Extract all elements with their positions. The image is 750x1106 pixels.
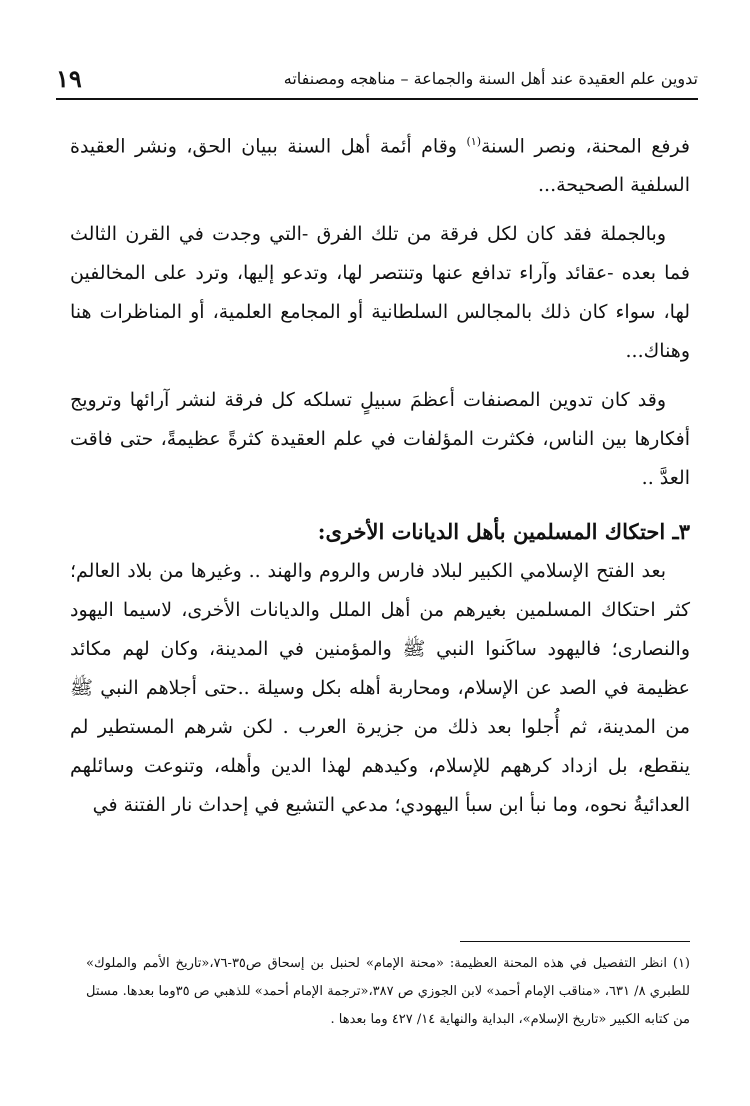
running-title: تدوين علم العقيدة عند أهل السنة والجماعة – مناهجه ومصنفاته bbox=[283, 68, 698, 88]
footnote-1: (١) انظر التفصيل في هذه المحنة العظيمة: «محنة الإمام» لحنبل بن إسحاق ص٣٥-٧٦،«تاريخ الأمم والملوك» للطبري ٨/ ٦٣١، «مناقب الإمام أحمد» لابن الجوزي ص ٣٨٧،«ترجمة الإمام أحمد» للذهبي ص ٣٥وما بعدها. مستل من كتابه الكبير «تاريخ الإسلام»، البداية والنهاية ١٤/ ٤٢٧ وما بعدها . bbox=[86, 956, 690, 1027]
paragraph-1-start: فرفع المحنة، ونصر السنة bbox=[480, 135, 691, 158]
paragraph-1-rest: وقام أئمة أهل السنة ببيان الحق، ونشر العقيدة السلفية الصحيحة... bbox=[70, 135, 690, 197]
page-header bbox=[56, 58, 698, 100]
page-number: ١٩ bbox=[56, 63, 82, 93]
footnote-divider bbox=[460, 941, 690, 942]
paragraph-4: بعد الفتح الإسلامي الكبير لبلاد فارس والروم والهند .. وغيرها من بلاد العالم؛ كثر احتكاك المسلمين بغيرهم من أهل الملل والديانات الأخرى، لاسيما اليهود والنصارى؛ فاليهود ساكَنوا النبي ﷺ والمؤمنين في المدينة، وكان لهم مكائد عظيمة في الصد عن الإسلام، ومحاربة أهله بكل وسيلة ..حتى أجلاهم النبي ﷺ من المدينة، ثم أُجلوا بعد ذلك من جزيرة العرب . لكن شرهم المستطير لم ينقطع، بل ازداد كرههم للإسلام، وكيدهم لهذا الدين وأهله، وتنوعت وسائلهم العدائيةُ نحوه، وما نبأ ابن سبأ اليهودي؛ مدعي التشيع في إحداث نار الفتنة في bbox=[70, 560, 690, 817]
section-heading: ٣ـ احتكاك المسلمين بأهل الديانات الأخرى: bbox=[317, 519, 690, 545]
footnote-marker: (١) bbox=[466, 135, 481, 148]
main-text bbox=[70, 122, 690, 825]
paragraph-2: وبالجملة فقد كان لكل فرقة من تلك الفرق -التي وجدت في القرن الثالث فما بعده -عقائد وآراء تدافع عنها وتنتصر لها، وتدعو إليها، وترد على المخالفين لها، سواء كان ذلك بالمجالس السلطانية أو المجامع العلمية، أو المناظرات هنا وهناك... bbox=[70, 223, 690, 363]
footnotes bbox=[86, 950, 690, 1034]
paragraph-1 bbox=[70, 122, 690, 205]
paragraph-3: وقد كان تدوين المصنفات أعظمَ سبيلٍ تسلكه كل فرقة لنشر آرائها وترويج أفكارها بين الناس، فكثرت المؤلفات في علم العقيدة كثرةً عظيمةً، حتى فاقت العدَّ .. bbox=[70, 389, 690, 490]
